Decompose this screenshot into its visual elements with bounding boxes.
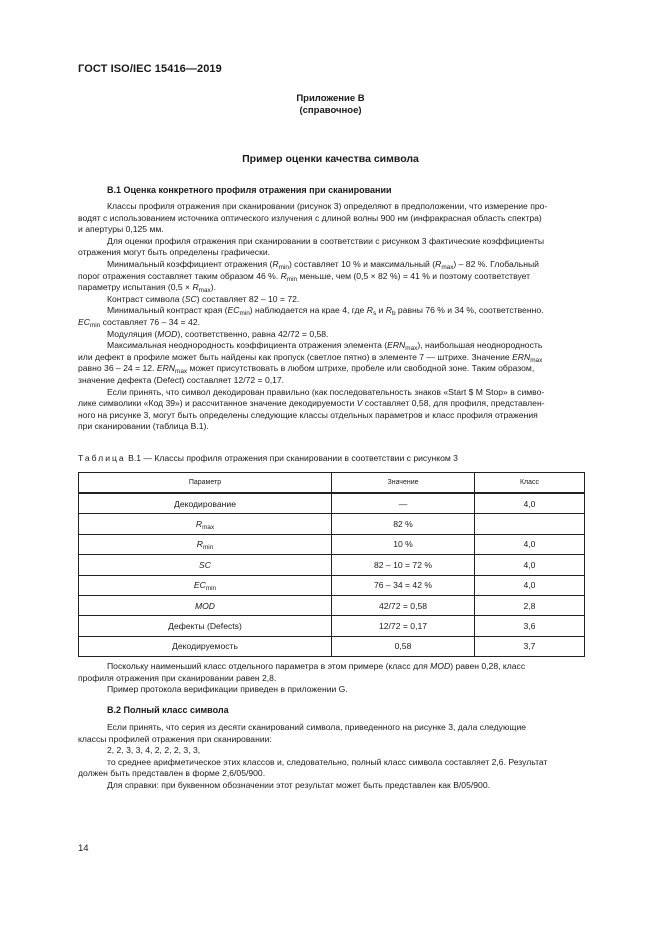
page-number: 14 xyxy=(78,843,89,854)
table-row: MOD 42/72 = 0,58 2,8 xyxy=(79,595,585,615)
section-b2-heading: В.2 Полный класс символа xyxy=(107,705,229,715)
table-caption: Таблица В.1 — Классы профиля отражения при сканировании в соответствии с рисунком 3 xyxy=(78,453,458,463)
paragraph-7: Максимальная неоднородность коэффициента отражения элемента $(ERN_{max})$, наибольшая неоднородность или дефект в профиле может быть найдены как пропуск (светлое пятно) в элементе 7 — штрихе. Значение $ERN_{max}$ равно 36 – 24 = 12. $ERN_{max}$ может присутствовать в любом штрихе, пробеле или свободной зоне. Таким образом, значение дефекта (Defect) составляет 12/72 = 0,17. xyxy=(78,340,543,385)
document-title: Пример оценки качества символа xyxy=(242,153,419,165)
table-row: Дефекты (Defects) 12/72 = 0,17 3,6 xyxy=(79,616,585,636)
table-row: $R_{min}$ 10 % 4,0 xyxy=(79,534,585,554)
table-row: Декодирование — 4,0 xyxy=(79,493,585,514)
after-table-body xyxy=(78,661,585,696)
table-row: $EC_{min}$ 76 – 34 = 42 % 4,0 xyxy=(79,575,585,595)
section-b1-body xyxy=(78,201,585,433)
paragraph-conclusion: Поскольку наименьший класс отдельного параметра в этом примере (класс для MOD) равен 0,28, класс профиля отражения при сканировании равен 2,8. xyxy=(78,661,526,683)
section-b2-body: Если принять, что серия из десяти сканирований символа, приведенного на рисунке 3, дала следующие классы профилей отражения при сканировании: 2, 2, 3, 3, 4, 2, 2, 2, 3, 3, то среднее арифметическое этих классов и, следовательно, полный класс символа составляет 2,6. Результат должен быть представлен в форме 2,6/05/900. Для справки: при буквенном обозначении этот результат может быть представлен как В/05/900. xyxy=(78,722,548,790)
table-row: SC 82 – 10 = 72 % 4,0 xyxy=(79,555,585,575)
table-row: $R_{max}$ 82 % xyxy=(79,514,585,534)
section-b1-heading: В.1 Оценка конкретного профиля отражения при сканировании xyxy=(107,185,392,195)
standard-header: ГОСТ ISO/IEC 15416—2019 xyxy=(78,63,222,75)
paragraph-3: Минимальный коэффициент отражения $(R_{min})$ составляет 10 % и максимальный $(R_{max}) - 82$ %. Глобальный порог отражения составляет таким образом 46 %. $R_{min}$ меньше, чем (0,5 × 82 %) = 41 % и поэтому соответствует параметру испытания $(0,5 \times R_{max})$. xyxy=(78,258,539,295)
header-parameter: Параметр xyxy=(79,473,332,494)
paragraph-protocol: Пример протокола верификации приведен в приложении G. xyxy=(107,684,348,695)
paragraph-6: Модуляция (MOD), соответственно, равна 42/72 = 0,58. xyxy=(107,328,329,339)
annex-title: Приложение В xyxy=(296,93,365,104)
paragraph-1: Классы профиля отражения при сканировании (рисунок 3) определяют в предположении, что измерение про- водят с использованием источника оптического излучения с длиной волны 900 нм (инфракрасная область спектра) и апертуры 0,125 мм. xyxy=(78,201,548,235)
table-row: Декодируемость 0,58 3,7 xyxy=(79,636,585,656)
header-value: Значение xyxy=(332,473,475,494)
annex-kind: (справочное) xyxy=(299,105,362,116)
paragraph-5: Минимальный контраст края $(EC_{min})$ наблюдается на крае 4, где $R_s$ и $R_b$ равны 76 % и 34 %, соответственно. $EC_{min}$ составляет 76 – 34 = 42. xyxy=(78,305,544,329)
table-header-row xyxy=(79,473,585,494)
header-grade: Класс xyxy=(475,473,585,494)
paragraph-8: Если принять, что символ декодирован правильно (как последовательность знаков «Start $ M Stop» в симво- лике символики «Код 39») и рассчитанное значение декодируемости V составляет 0,58, для профиля, представлен- ного на рисунке 3, могут быть определены следующие классы отдельных параметров и класс профиля отражения при сканировании (таблица В.1). xyxy=(78,386,545,432)
paragraph-4: Контраст символа (SC) составляет 82 – 10 = 72. xyxy=(107,293,300,304)
paragraph-2: Для оценки профиля отражения при сканировании в соответствии с рисунком 3 фактические коэффициенты отражения могут быть определены графически. xyxy=(78,235,545,258)
grades-table xyxy=(78,472,585,657)
